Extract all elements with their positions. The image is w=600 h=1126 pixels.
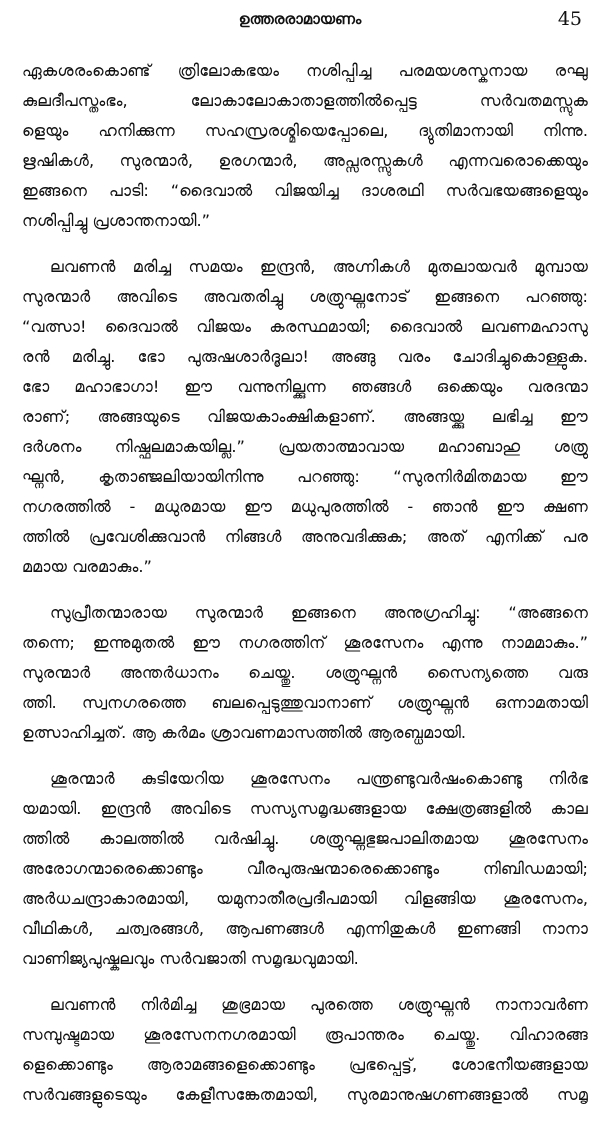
text-line: രൻ മരിച്ചു. ഭോ പുരുഷശാർദൂലാ! അങ്ങു വരം ചോദിച്ചുകൊള്ളുക.	[22, 347, 588, 366]
text-line: ളെയും ഹനിക്കുന്ന സഹസ്രരശ്മിയെപ്പോലെ, ദ്യുതിമാനായി നിന്നു.	[22, 121, 588, 140]
text-line: ശൂരന്മാർ കുടിയേറിയ ശൂരസേനം പന്ത്രണ്ടുവർഷംകൊണ്ടു നിർഭ	[50, 769, 588, 788]
text-line: ഉത്സാഹിച്ചത്. ആ കർമം ശ്രാവണമാസത്തിൽ ആരബ്ധമായി.	[22, 723, 467, 742]
text-line: ഘ്നൻ, കൃതാഞ്ജലിയായിനിന്നു പറഞ്ഞു: “സുരനിർമിതമായ ഈ	[22, 467, 588, 486]
text-line: തന്നെ; ഇന്നുമുതൽ ഈ നഗരത്തിന് ശൂരസേനം എന്നു നാമമാകും.”	[22, 633, 588, 652]
text-line: അർധചന്ദ്രാകാരമായി, യമുനാതീരപ്രദീപമായി വിളങ്ങിയ ശൂരസേനം,	[22, 889, 588, 908]
paragraph	[22, 990, 588, 1110]
page-number: 45	[557, 8, 582, 30]
text-line: ഭോ മഹാഭാഗാ! ഈ വന്നുനില്ക്കുന്ന ഞങ്ങൾ ഒക്കെയും വരദന്മാ	[22, 377, 588, 396]
text-line: അരോഗന്മാരെക്കൊണ്ടും വീരപുരുഷന്മാരെക്കൊണ്ടും നിബിഡമായി;	[22, 859, 588, 878]
text-line: ത്തി. സ്വനഗരത്തെ ബലപ്പെടുത്തുവാനാണ് ശത്രുഘ്നൻ ഒന്നാമതായി	[22, 693, 588, 712]
text-line: ലവണൻ നിർമിച്ച ശുഭ്രമായ പുരത്തെ ശത്രുഘ്നൻ നാനാവർണ	[50, 995, 588, 1014]
text-line: സുരന്മാർ അവിടെ അവതരിച്ചു ശത്രുഘ്നനോട് ഇങ്ങനെ പറഞ്ഞു:	[22, 287, 588, 306]
text-line: മമായ വരമാകും.”	[22, 557, 152, 576]
text-line: കുലദീപസ്തംഭം, ലോകാലോകാതാളത്തിൽപ്പെട്ട സർവതമസ്സുക	[22, 91, 588, 110]
text-line: വാണിജ്യപുഷ്കലവും സർവജാതി സമൃദ്ധവുമായി.	[22, 949, 359, 968]
paragraph	[22, 764, 588, 974]
running-header	[0, 8, 600, 32]
text-line: സമ്പുഷ്ടമായ ശൂരസേനനഗരമായി രൂപാന്തരം ചെയ്തു. വിഹാരങ്ങ	[22, 1025, 588, 1044]
text-line: നഗരത്തിൽ - മധുരമായ ഈ മധുപുരത്തിൽ - ഞാൻ ഈ ക്ഷണ	[22, 497, 588, 516]
paragraph	[22, 598, 588, 748]
text-line: വീഥികൾ, ചത്വരങ്ങൾ, ആപണങ്ങൾ എന്നിതുകൾ ഇണങ്ങി നാനാ	[22, 919, 588, 938]
text-line: രാണ്; അങ്ങയുടെ വിജയകാംക്ഷികളാണ്. അങ്ങയ്ക്കു ലഭിച്ച ഈ	[22, 407, 588, 426]
text-line: “വത്സാ! ദൈവാൽ വിജയം കരസ്ഥമായി; ദൈവാൽ ലവണമഹാസു	[22, 317, 588, 336]
text-line: സുരന്മാർ അന്തർധാനം ചെയ്തു. ശത്രുഘ്നൻ സൈന്യത്തെ വരു	[22, 663, 588, 682]
text-line: ലവണൻ മരിച്ച സമയം ഇന്ദ്രൻ, അഗ്നികൾ മുതലായവർ മുമ്പായ	[50, 257, 588, 276]
text-line: സുപ്രീതന്മാരായ സുരന്മാർ ഇങ്ങനെ അനുഗ്രഹിച്ചു: “അങ്ങനെ	[50, 603, 588, 622]
text-line: സർവങ്ങളുടെയും കേളീസങ്കേതമായി, സുരമാനുഷഗണങ്ങളാൽ സമൃ	[22, 1085, 588, 1104]
text-line: നശിപ്പിച്ചു പ്രശാന്തനായി.”	[22, 211, 211, 230]
text-line: ദർശനം നിഷ്ഫലമാകയില്ല.” പ്രയതാത്മാവായ മഹാബാഹു ശത്രു	[22, 437, 588, 456]
text-line: ത്തിൽ കാലത്തിൽ വർഷിച്ചു. ശത്രുഘ്നഭുജപാലിതമായ ശൂരസേനം	[22, 829, 588, 848]
paragraph	[22, 252, 588, 582]
text-line: ഋഷികൾ, സുരന്മാർ, ഉരഗന്മാർ, അപ്സരസ്സുകൾ എന്നവരൊക്കെയും	[22, 151, 588, 170]
body-text	[22, 56, 588, 1126]
text-line: ഇങ്ങനെ പാടി: “ദൈവാൽ വിജയിച്ച ദാശരഥി സർവഭയങ്ങളെയും	[22, 181, 588, 200]
text-line: ഏകശരംകൊണ്ട് ത്രിലോകഭയം നശിപ്പിച്ച പരമയശസ്കനായ രഘു	[22, 61, 588, 80]
running-title: ഉത്തരരാമായണം	[238, 10, 362, 28]
text-line: ത്തിൽ പ്രവേശിക്കുവാൻ നിങ്ങൾ അനുവദിക്കുക; അത് എനിക്ക് പര	[22, 527, 588, 546]
text-line: ളെക്കൊണ്ടും ആരാമങ്ങളെക്കൊണ്ടും പ്രഭപ്പെട്ട്, ശോഭനീയങ്ങളായ	[22, 1055, 588, 1074]
text-line: യമായി. ഇന്ദ്രൻ അവിടെ സസ്യസമൃദ്ധങ്ങളായ ക്ഷേത്രങ്ങളിൽ കാല	[22, 799, 588, 818]
paragraph	[22, 56, 588, 236]
